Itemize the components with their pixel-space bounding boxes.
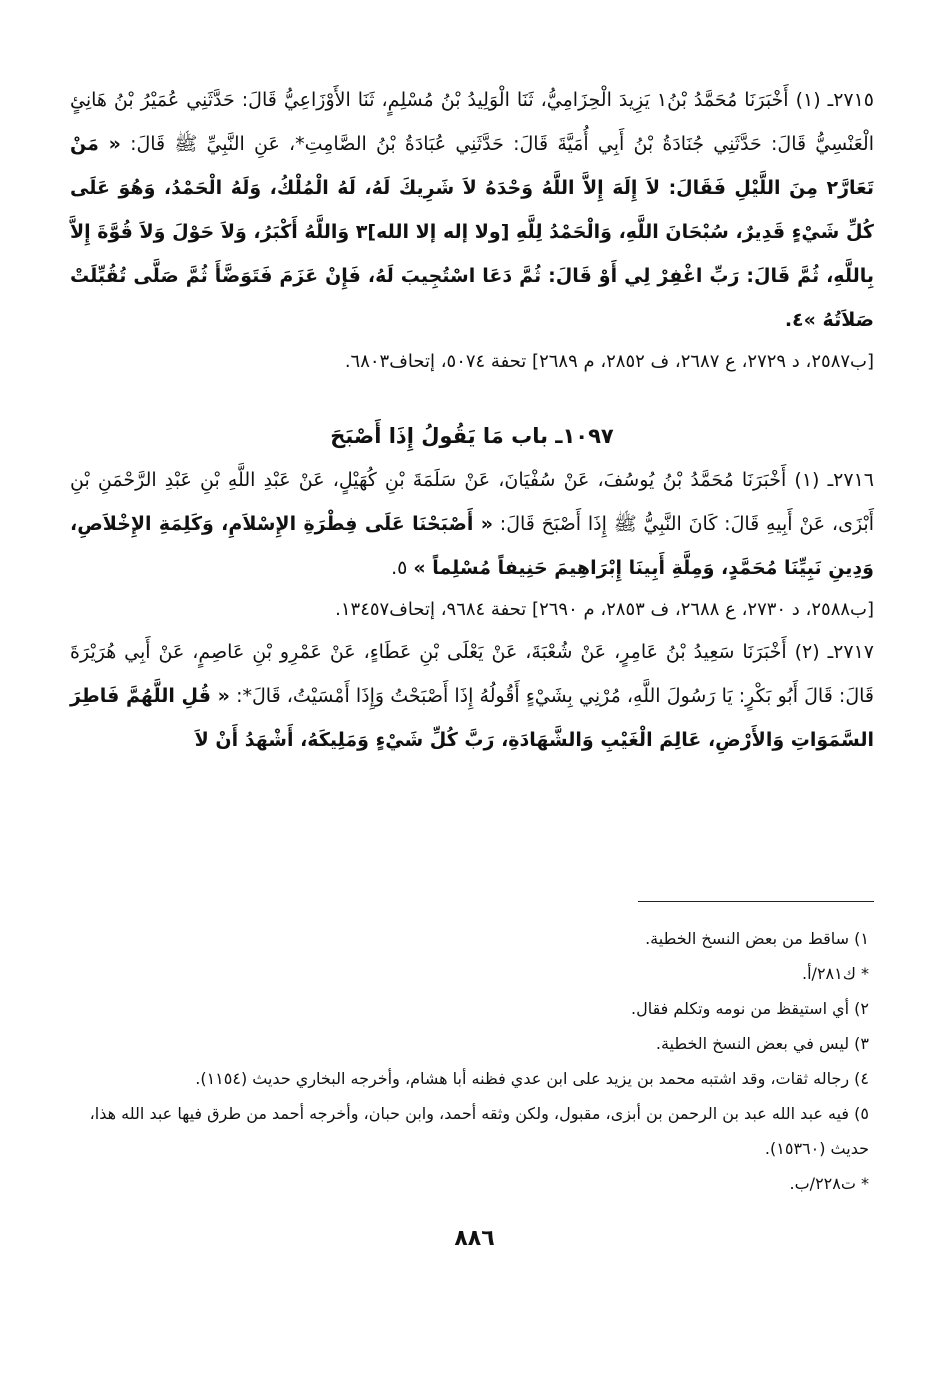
footnote-5: ٥) فيه عبد الله عبد بن الرحمن بن أبزى، مقبول، ولكن وثقه أحمد، وابن حبان، وأخرجه أحمد من طرق فيها عبد الله هذا، حديث (١٥٣٦٠). — [89, 1104, 869, 1158]
reference-2715: [ب٢٥٨٧، د ٢٧٢٩، ع ٢٦٨٧، ف ٢٨٥٢، م ٢٦٨٩] تحفة ٥٠٧٤، إتحاف٦٨٠٣. — [344, 351, 874, 372]
hadith-2717-matn: « قُلِ اللَّهُمَّ فَاطِرَ السَّمَوَاتِ وَالأَرْضِ، عَالِمَ الْغَيْبِ وَالشَّهَادَةِ، رَبَّ كُلِّ شَيْءٍ وَمَلِيكَهُ، أَشْهَدُ أَنْ لاَ — [70, 685, 874, 751]
hadith-2716-matn: « أَصْبَحْنَا عَلَى فِطْرَةِ الإِسْلاَمِ، وَكَلِمَةِ الإِخْلاَصِ، وَدِينِ نَبِيِّنَا مُحَمَّدٍ، وَمِلَّةِ أَبِينَا إِبْرَاهِيمَ حَنِيفاً مُسْلِماً » — [70, 513, 874, 579]
footnote-1: ١) ساقط من بعض النسخ الخطية. — [645, 929, 869, 948]
footnote-2: ٢) أي استيقظ من نومه وتكلم فقال. — [630, 999, 869, 1018]
footnote-4: ٤) رجاله ثقات، وقد اشتبه محمد بن يزيد على ابن عدي فظنه أبا هشام، وأخرجه البخاري حديث (١١٥٤). — [195, 1069, 869, 1088]
hadith-2716-footnote-mark: ٥. — [391, 557, 414, 579]
reference-2716: [ب٢٥٨٨، د ٢٧٣٠، ع ٢٦٨٨، ف ٢٨٥٣، م ٢٦٩٠] تحفة ٩٦٨٤، إتحاف١٣٤٥٧. — [335, 599, 874, 620]
footnote-separator — [638, 901, 874, 902]
hadith-2716-isnad: ٢٧١٦ـ (١) أَخْبَرَنَا مُحَمَّدُ بْنُ يُوسُفَ، عَنْ سُفْيَانَ، عَنْ سَلَمَةَ بْنِ كُهَيْلٍ، عَنْ عَبْدِ اللَّهِ بْنِ عَبْدِ الرَّحْمَنِ بْنِ أَبْزَى، عَنْ أَبِيهِ قَالَ: كَانَ النَّبِيُّ ﷺ إِذَا أَصْبَحَ قَالَ: — [70, 469, 874, 535]
page-body — [70, 78, 874, 762]
hadith-2717-isnad: ٢٧١٧ـ (٢) أَخْبَرَنَا سَعِيدُ بْنُ عَامِرٍ، عَنْ شُعْبَةَ، عَنْ يَعْلَى بْنِ عَطَاءٍ، عَنْ عَمْرِو بْنِ عَاصِمٍ، عَنْ أَبِي هُرَيْرَةَ قَالَ: قَالَ أَبُو بَكْرٍ: يَا رَسُولَ اللَّهِ، مُرْنِي بِشَيْءٍ أَقُولُهُ إِذَا أَصْبَحْتُ وَإِذَا أَمْسَيْتُ، قَالَ*: — [70, 641, 874, 707]
hadith-2715-matn: « مَنْ تَعَارَّ٢ مِنَ اللَّيْلِ فَقَالَ: لاَ إِلَهَ إِلاَّ اللَّهُ وَحْدَهُ لاَ شَرِيكَ لَهُ، لَهُ الْمُلْكُ، وَلَهُ الْحَمْدُ، وَهُوَ عَلَى كُلِّ شَيْءٍ قَدِيرٌ، سُبْحَانَ اللَّهِ، وَالْحَمْدُ لِلَّهِ [ولا إله إلا الله]٣ وَاللَّهُ أَكْبَرُ، وَلاَ حَوْلَ وَلاَ قُوَّةَ إِلاَّ بِاللَّهِ، ثُمَّ قَالَ: رَبِّ اغْفِرْ لِي أَوْ قَالَ: ثُمَّ دَعَا اسْتُجِيبَ لَهُ، فَإِنْ عَزَمَ فَتَوَضَّأَ ثُمَّ صَلَّى تُقُبِّلَتْ صَلاَتُهُ »٤. — [70, 133, 874, 331]
hadith-2715 — [70, 78, 874, 342]
page-number: ٨٨٦ — [454, 1226, 495, 1251]
hadith-2716 — [70, 458, 874, 590]
chapter-heading: ١٠٩٧ـ باب مَا يَقُولُ إِذَا أَصْبَحَ — [330, 424, 614, 448]
footnote-3: ٣) ليس في بعض النسخ الخطية. — [655, 1034, 869, 1053]
hadith-2717 — [70, 630, 874, 762]
hadith-2715-isnad: ٢٧١٥ـ (١) أَخْبَرَنَا مُحَمَّدُ بْنُ١ يَزِيدَ الْحِزَامِيُّ، ثَنَا الْوَلِيدُ بْنُ مُسْلِمٍ، ثَنَا الأَوْزَاعِيُّ قَالَ: حَدَّثَنِي عُمَيْرُ بْنُ هَانِئٍ الْعَنْسِيُّ قَالَ: حَدَّثَنِي جُنَادَةُ بْنُ أَبِي أُمَيَّةَ قَالَ: حَدَّثَنِي عُبَادَةُ بْنُ الصَّامِتِ*، عَنِ النَّبِيِّ ﷺ قَالَ: — [70, 89, 875, 155]
footnote-manuscript-t: * ت٢٢٨/ب. — [789, 1174, 869, 1193]
footnote-manuscript-k: * ك٢٨١/أ. — [802, 964, 869, 983]
footnotes — [70, 921, 869, 1201]
spacer — [70, 382, 874, 414]
